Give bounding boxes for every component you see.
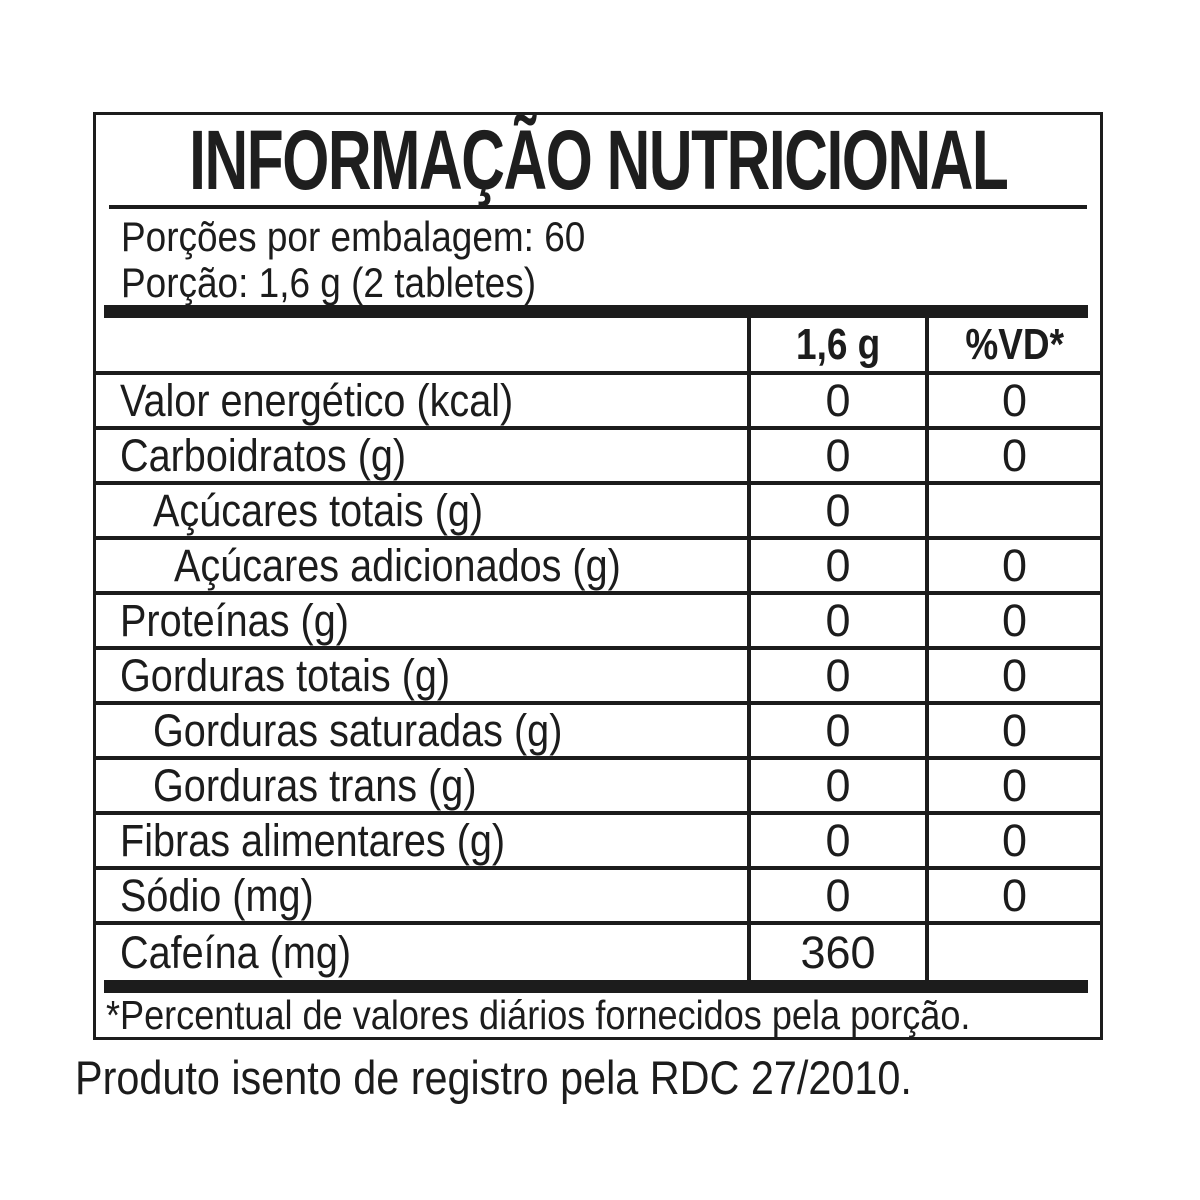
label-title-block <box>96 112 1100 207</box>
amount-value: 0 <box>825 760 851 811</box>
amount-cell <box>747 870 925 921</box>
footnote: *Percentual de valores diários fornecidos pela porção. <box>106 991 971 1038</box>
dv-cell <box>925 870 1100 921</box>
dv-cell <box>925 430 1100 481</box>
nutrient-label-cell <box>96 430 747 481</box>
nutrient-label-cell <box>96 925 747 980</box>
nutrient-label: Gorduras totais (g) <box>120 650 451 701</box>
nutrient-label-cell <box>96 375 747 426</box>
nutrient-row <box>96 485 1100 540</box>
dv-cell <box>925 705 1100 756</box>
column-header-amount <box>747 318 925 371</box>
dv-value: 0 <box>1001 815 1028 866</box>
label-title: INFORMAÇÃO NUTRICIONAL <box>188 112 1008 207</box>
dv-cell <box>925 595 1100 646</box>
dv-cell <box>925 485 1100 536</box>
dv-cell <box>925 375 1100 426</box>
nutrient-label-cell <box>96 815 747 866</box>
serving-info-block <box>96 209 1100 305</box>
amount-value: 0 <box>825 540 851 591</box>
nutrient-row <box>96 925 1100 980</box>
dv-cell <box>925 650 1100 701</box>
serving-size <box>121 260 1100 306</box>
amount-value: 0 <box>825 870 851 921</box>
amount-cell <box>747 650 925 701</box>
dv-cell <box>925 815 1100 866</box>
dv-value: 0 <box>1001 705 1028 756</box>
nutrient-label-cell <box>96 650 747 701</box>
servings-per-package-text: Porções por embalagem: 60 <box>121 213 586 260</box>
nutrient-label-cell <box>96 760 747 811</box>
dv-value: 0 <box>1001 870 1028 921</box>
nutrient-row <box>96 705 1100 760</box>
table-header-row <box>96 318 1100 375</box>
nutrient-label: Valor energético (kcal) <box>120 375 514 426</box>
column-header-dv <box>925 318 1100 371</box>
amount-value: 0 <box>825 375 851 426</box>
amount-cell <box>747 430 925 481</box>
registration-note <box>75 1050 1026 1105</box>
amount-value: 0 <box>825 650 851 701</box>
amount-value: 360 <box>800 926 876 978</box>
amount-value: 0 <box>825 705 851 756</box>
dv-cell <box>925 925 1100 980</box>
nutrient-row <box>96 650 1100 705</box>
amount-value: 0 <box>825 430 851 481</box>
nutrient-label: Sódio (mg) <box>120 870 314 921</box>
amount-cell <box>747 540 925 591</box>
dv-cell <box>925 760 1100 811</box>
nutrient-label: Fibras alimentares (g) <box>120 815 506 866</box>
amount-cell <box>747 925 925 980</box>
amount-cell <box>747 760 925 811</box>
amount-cell <box>747 705 925 756</box>
nutrient-row <box>96 870 1100 925</box>
nutrient-label-cell <box>96 705 747 756</box>
column-header-dv-text: %VD* <box>965 319 1064 369</box>
nutrient-label: Carboidratos (g) <box>120 430 407 481</box>
dv-value: 0 <box>1001 595 1028 646</box>
registration-note-text: Produto isento de registro pela RDC 27/2010. <box>75 1051 912 1104</box>
dv-cell <box>925 540 1100 591</box>
servings-per-package <box>121 214 1100 260</box>
nutrient-rows <box>96 375 1100 980</box>
nutrient-label: Gorduras saturadas (g) <box>153 705 563 756</box>
amount-cell <box>747 595 925 646</box>
nutrient-row <box>96 375 1100 430</box>
header-empty-cell <box>96 318 747 371</box>
nutrient-label: Gorduras trans (g) <box>153 760 477 811</box>
footnote-block <box>96 993 1100 1037</box>
amount-value: 0 <box>825 485 851 536</box>
nutrient-row <box>96 540 1100 595</box>
nutrient-label-cell <box>96 540 747 591</box>
nutrient-row <box>96 430 1100 485</box>
amount-cell <box>747 815 925 866</box>
dv-value: 0 <box>1001 375 1028 426</box>
serving-size-text: Porção: 1,6 g (2 tabletes) <box>121 259 537 306</box>
amount-cell <box>747 375 925 426</box>
amount-cell <box>747 485 925 536</box>
nutrient-row <box>96 815 1100 870</box>
nutrient-row <box>96 595 1100 650</box>
dv-value: 0 <box>1001 760 1028 811</box>
dv-value: 0 <box>1001 650 1028 701</box>
nutrient-row <box>96 760 1100 815</box>
amount-value: 0 <box>825 815 851 866</box>
nutrition-label <box>93 112 1103 1040</box>
nutrient-label-cell <box>96 870 747 921</box>
column-header-amount-text: 1,6 g <box>795 319 881 369</box>
amount-value: 0 <box>825 595 851 646</box>
nutrient-label: Açúcares adicionados (g) <box>174 540 621 591</box>
nutrient-label: Cafeína (mg) <box>120 926 352 978</box>
header-separator-bar <box>104 305 1088 318</box>
nutrient-label-cell <box>96 485 747 536</box>
dv-value: 0 <box>1001 430 1028 481</box>
nutrient-label: Açúcares totais (g) <box>153 485 484 536</box>
nutrient-label: Proteínas (g) <box>120 595 349 646</box>
nutrient-label-cell <box>96 595 747 646</box>
dv-value: 0 <box>1001 540 1028 591</box>
